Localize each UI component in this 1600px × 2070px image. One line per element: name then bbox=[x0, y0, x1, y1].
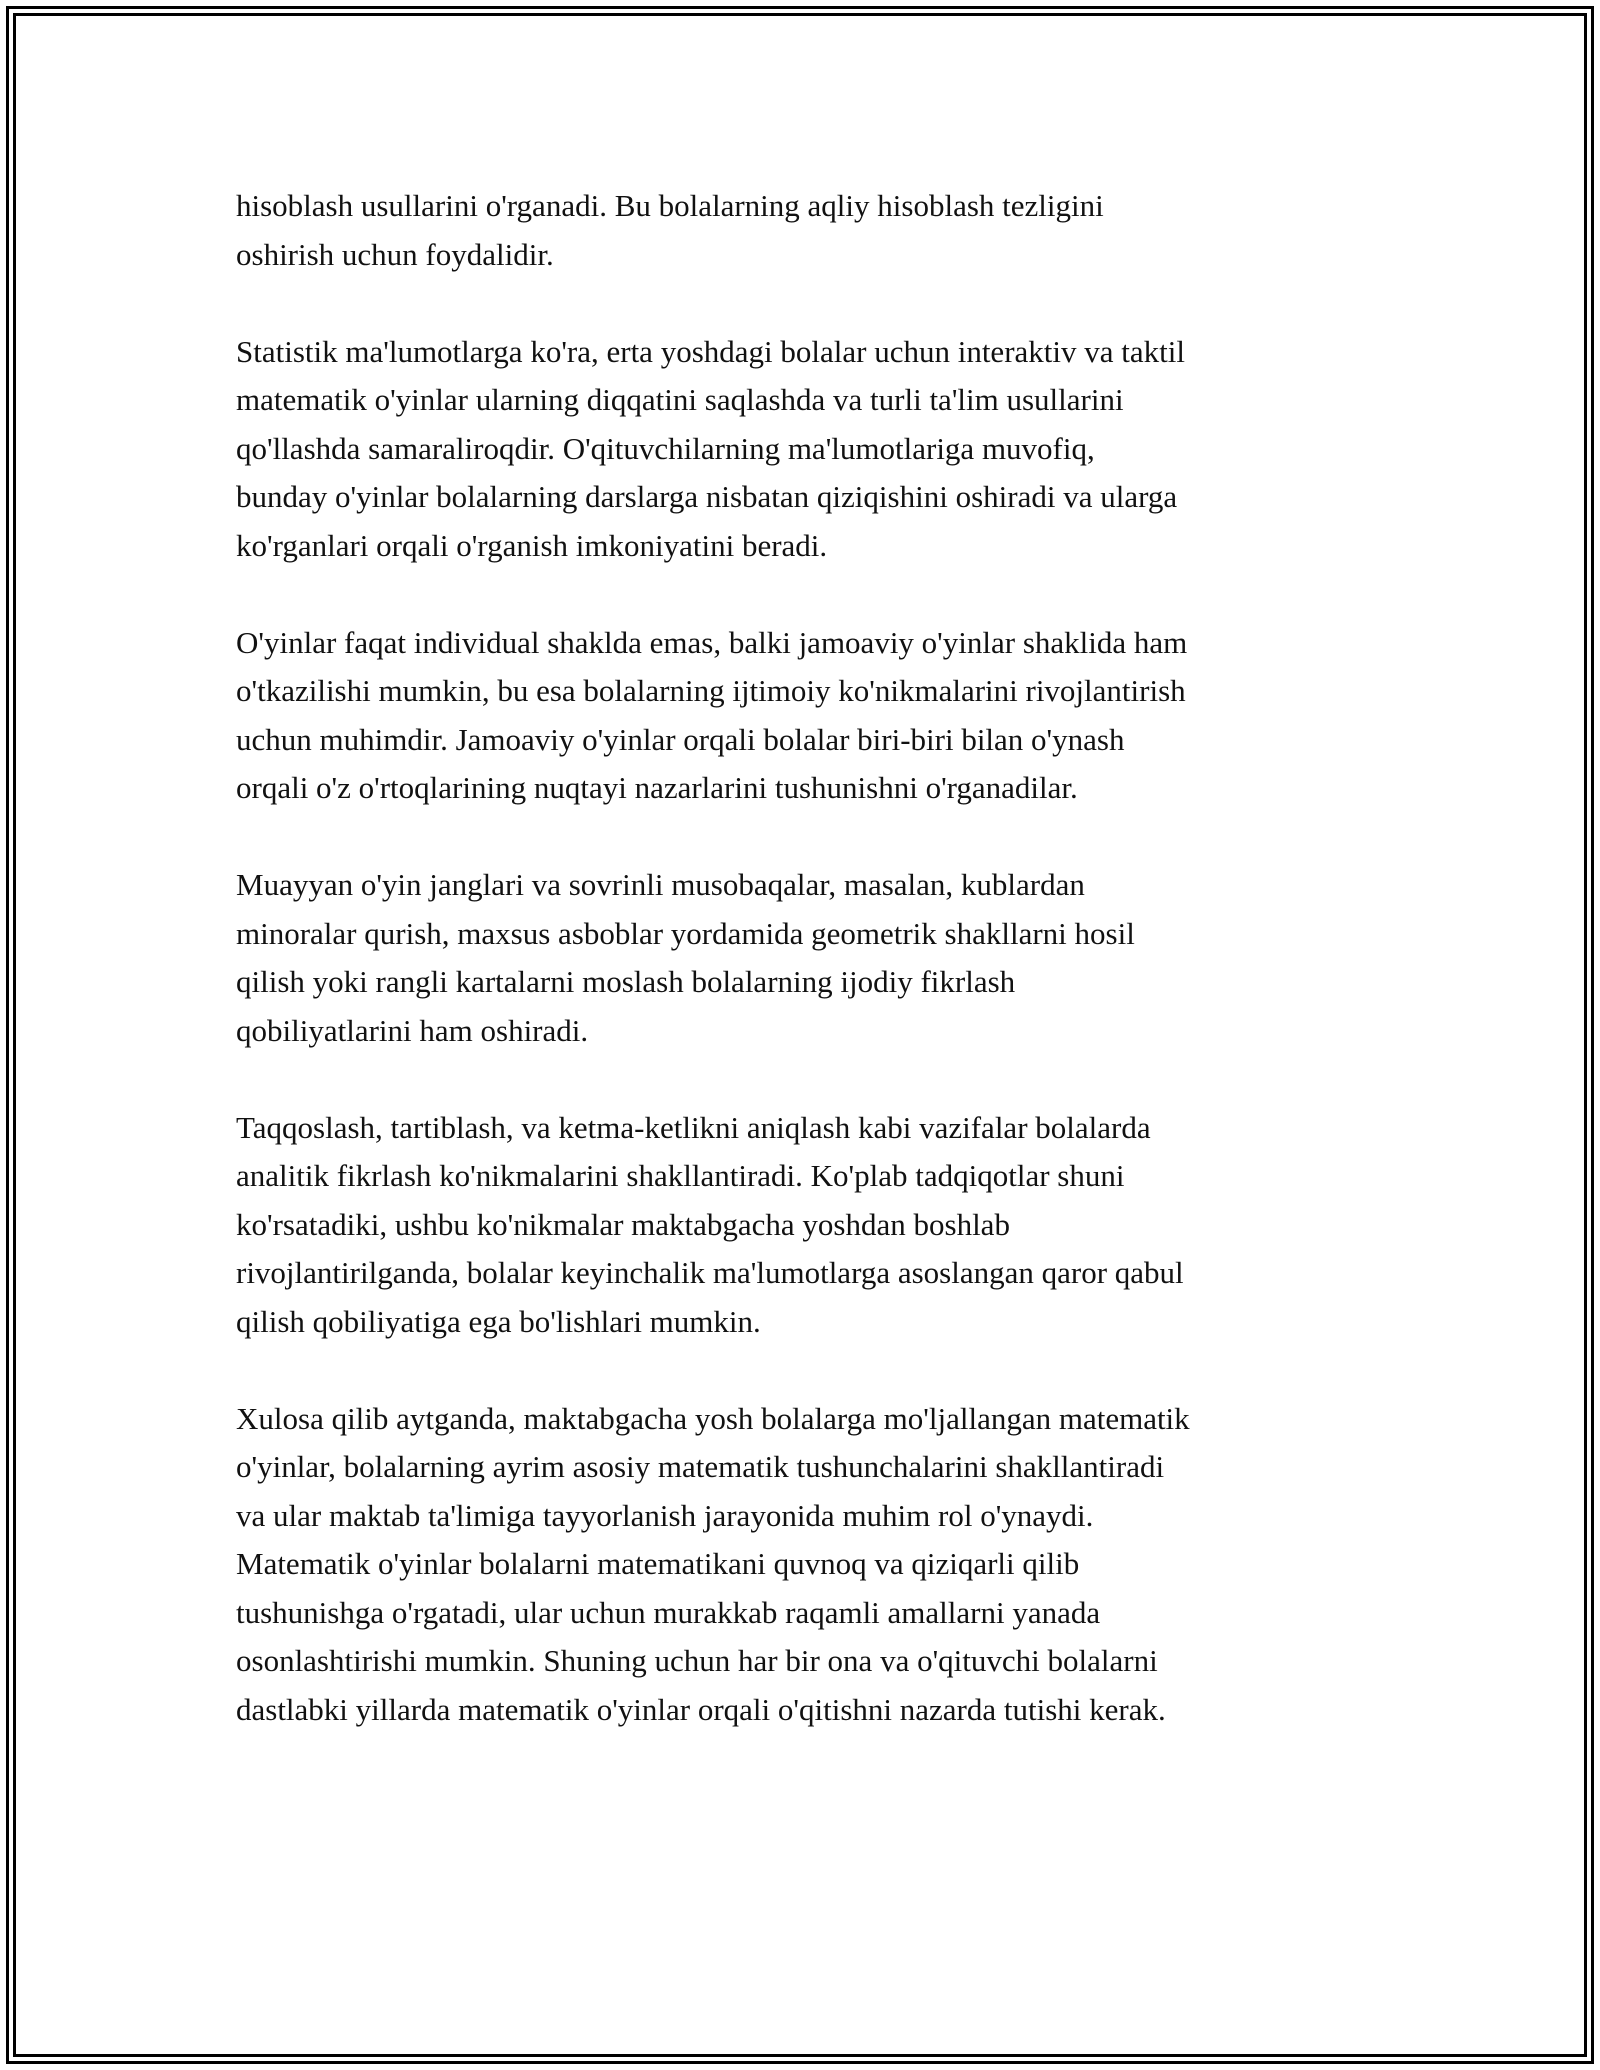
paragraph-hisoblash-usullari: hisoblash usullarini o'rganadi. Bu bolalarning aqliy hisoblash tezligini oshirish uchun foydalidir. bbox=[236, 188, 1104, 272]
paragraph-analitik-fikrlash: Taqqoslash, tartiblash, va ketma-ketlikni aniqlash kabi vazifalar bolalarda analitik fikrlash ko'nikmalarini shakllantiradi. Ko'plab tadqiqotlar shuni ko'rsatadiki, ushbu ko'nikmalar maktabgacha yoshdan boshlab rivojlantirilganda, bolalar keyinchalik ma'lumotlarga asoslangan qaror qabul qilish qobiliyatiga ega bo'lishlari mumkin. bbox=[236, 1109, 1184, 1339]
paragraph-oyin-janglari: Muayyan o'yin janglari va sovrinli musobaqalar, masalan, kublardan minoralar qurish, maxsus asboblar yordamida geometrik shakllarni hosil qilish yoki rangli kartalarni moslash bolalarning ijodiy fikrlash qobiliyatlarini ham oshiradi. bbox=[236, 867, 1135, 1048]
document-body bbox=[236, 182, 1386, 1734]
paragraph-jamoaviy-oyinlar: O'yinlar faqat individual shaklda emas, balki jamoaviy o'yinlar shaklida ham o'tkazilishi mumkin, bu esa bolalarning ijtimoiy ko'nikmalarini rivojlantirish uchun muhimdir. Jamoaviy o'yinlar orqali bolalar biri-biri bilan o'ynash orqali o'z o'rtoqlarining nuqtayi nazarlarini tushunishni o'rganadilar. bbox=[236, 624, 1188, 805]
paragraph-xulosa: Xulosa qilib aytganda, maktabgacha yosh bolalarga mo'ljallangan matematik o'yinlar, bolalarning ayrim asosiy matematik tushunchalarini shakllantiradi va ular maktab ta'limiga tayyorlanish jarayonida muhim rol o'ynaydi. Matematik o'yinlar bolalarni matematikani quvnoq va qiziqarli qilib tushunishga o'rgatadi, ular uchun murakkab raqamli amallarni yanada osonlashtirishi mumkin. Shuning uchun har bir ona va o'qituvchi bolalarni dastlabki yillarda matematik o'yinlar orqali o'qitishni nazarda tutishi kerak. bbox=[236, 1400, 1190, 1727]
paragraph-statistik-malumotlar: Statistik ma'lumotlarga ko'ra, erta yoshdagi bolalar uchun interaktiv va taktil matematik o'yinlar ularning diqqatini saqlashda va turli ta'lim usullarini qo'llashda samaraliroqdir. O'qituvchilarning ma'lumotlariga muvofiq, bunday o'yinlar bolalarning darslarga nisbatan qiziqishini oshiradi va ularga ko'rganlari orqali o'rganish imkoniyatini beradi. bbox=[236, 333, 1185, 563]
